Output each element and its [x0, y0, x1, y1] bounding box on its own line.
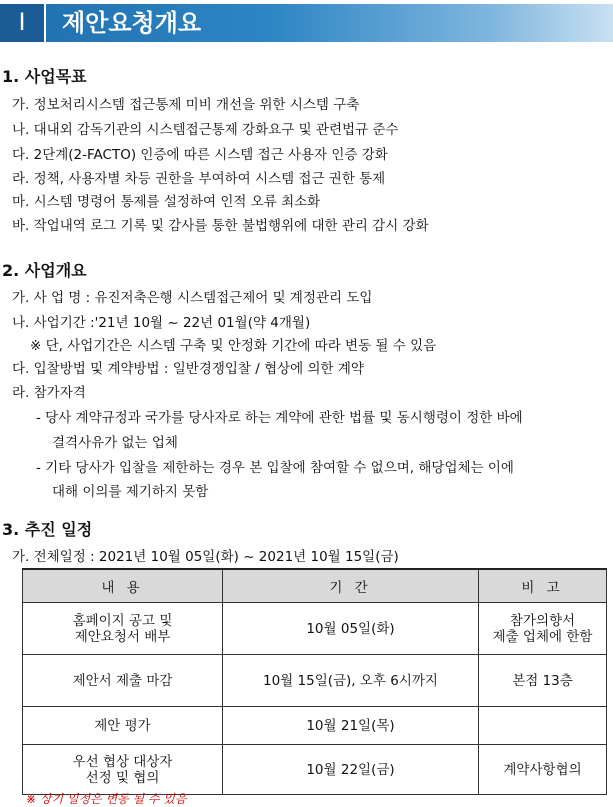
- goal-item: 마. 시스템 명령어 통제를 설정하여 인적 오류 최소화: [12, 194, 321, 210]
- table-cell: 홈페이지 공고 및 제안요청서 배부: [23, 603, 223, 655]
- overview-qualification: 라. 참가자격: [12, 385, 86, 401]
- goal-item: 바. 작업내역 로그 기록 및 감사를 통한 불법행위에 대한 관리 감시 강화: [12, 218, 429, 234]
- column-header: 비 고: [479, 569, 607, 603]
- goal-item: 나. 대내외 감독기관의 시스템접근통제 강화요구 및 관련법규 준수: [12, 122, 399, 138]
- section-banner: [0, 4, 613, 42]
- goal-item: 가. 정보처리시스템 접근통제 미비 개선을 위한 시스템 구축: [12, 97, 360, 113]
- heading-business-goal: 1. 사업목표: [2, 67, 87, 86]
- table-row: [23, 707, 607, 745]
- qualification-item-cont: 결격사유가 없는 업체: [52, 435, 178, 451]
- goal-item: 다. 2단계(2-FACTO) 인증에 따른 시스템 접근 사용자 인증 강화: [12, 147, 388, 163]
- overview-period: 나. 사업기간 :'21년 10월 ~ 22년 01월(약 4개월): [12, 315, 311, 331]
- table-row: [23, 603, 607, 655]
- schedule-note: ※ 상기 일정은 변동 될 수 있음: [26, 792, 187, 806]
- goal-item: 라. 정책, 사용자별 차등 권한을 부여하여 시스템 접근 권한 통제: [12, 171, 386, 187]
- overview-project-name: 가. 사 업 명 : 유진저축은행 시스템접근제어 및 계정관리 도입: [12, 290, 373, 306]
- qualification-item: - 기타 당사가 입찰을 제한하는 경우 본 입찰에 참여할 수 없으며, 해당업체는 이에: [36, 460, 514, 476]
- section-number: Ⅰ: [0, 4, 46, 42]
- table-row: [23, 745, 607, 795]
- schedule-table: [22, 568, 607, 795]
- table-cell: 참가의향서 제출 업체에 한함: [479, 603, 607, 655]
- table-row: [23, 655, 607, 707]
- section-title: 제안요청개요: [62, 9, 202, 37]
- column-header: 내 용: [23, 569, 223, 603]
- table-cell: 제안서 제출 마감: [23, 655, 223, 707]
- qualification-item: - 당사 계약규정과 국가를 당사자로 하는 계약에 관한 법률 및 동시행령이 정한 바에: [36, 410, 523, 426]
- schedule-overall: 가. 전체일정 : 2021년 10월 05일(화) ~ 2021년 10월 15일(금): [12, 549, 399, 565]
- column-header: 기 간: [223, 569, 479, 603]
- table-cell: 10월 15일(금), 오후 6시까지: [223, 655, 479, 707]
- table-cell: 우선 협상 대상자 선정 및 협의: [23, 745, 223, 795]
- table-cell: 제안 평가: [23, 707, 223, 745]
- qualification-item-cont: 대해 이의를 제기하지 못함: [52, 484, 209, 500]
- table-cell: 10월 21일(목): [223, 707, 479, 745]
- table-cell: 본점 13층: [479, 655, 607, 707]
- overview-period-note: ※ 단, 사업기간은 시스템 구축 및 안정화 기간에 따라 변동 될 수 있음: [30, 338, 437, 354]
- heading-business-overview: 2. 사업개요: [2, 261, 87, 280]
- table-cell: [479, 707, 607, 745]
- heading-schedule: 3. 추진 일정: [2, 520, 93, 539]
- table-cell: 계약사항협의: [479, 745, 607, 795]
- overview-bid-method: 다. 입찰방법 및 계약방법 : 일반경쟁입찰 / 협상에 의한 계약: [12, 361, 364, 377]
- table-cell: 10월 22일(금): [223, 745, 479, 795]
- table-cell: 10월 05일(화): [223, 603, 479, 655]
